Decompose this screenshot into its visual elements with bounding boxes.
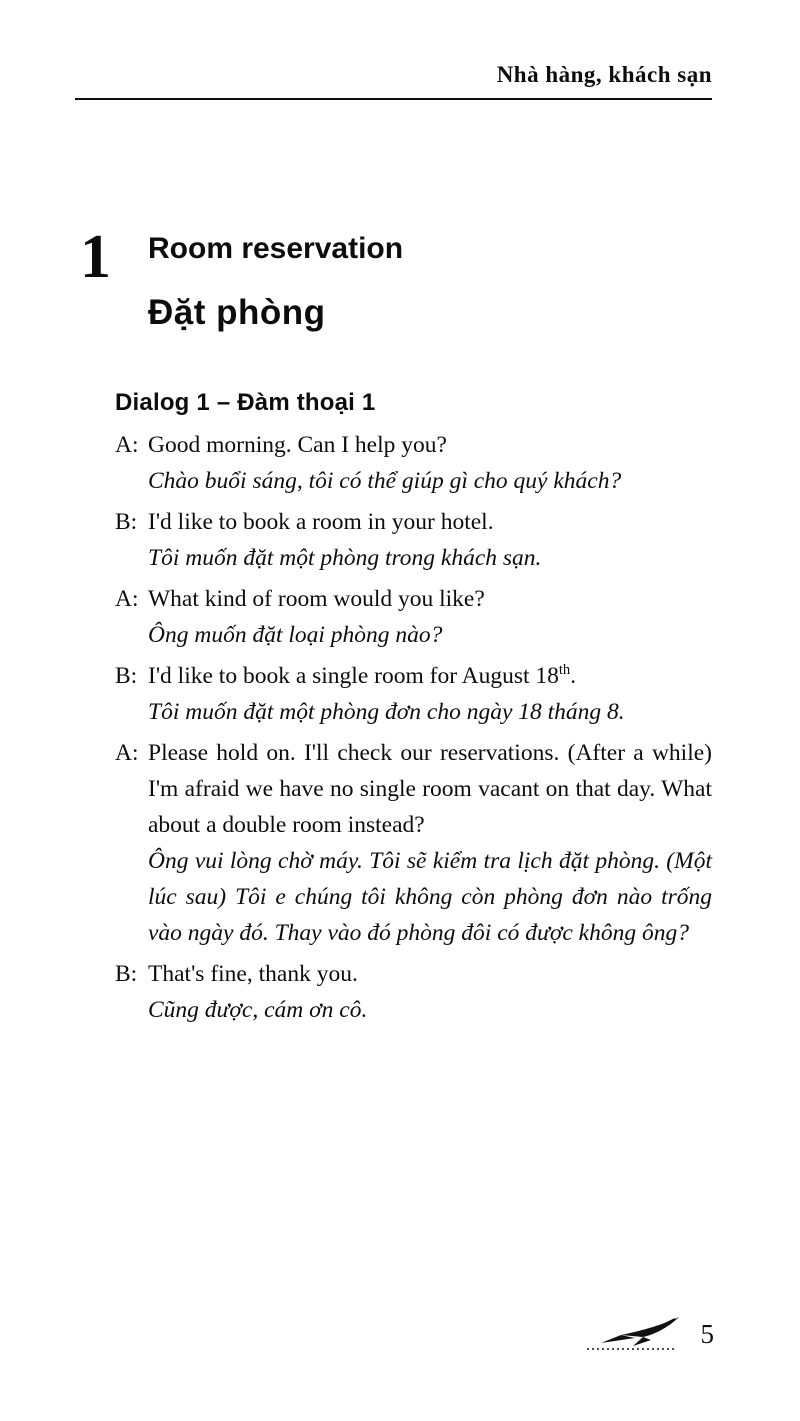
dialog-entry (115, 735, 712, 951)
english-text: I'd like to book a single room for August 18 (148, 663, 559, 689)
dialog-entry (115, 504, 712, 576)
vietnamese-line: Cũng được, cám ơn cô. (148, 997, 368, 1023)
speaker-label: B: (115, 961, 138, 987)
running-header (75, 62, 712, 100)
chapter-number: 1 (80, 223, 111, 291)
english-text: What kind of room would you like? (148, 586, 485, 612)
english-text: Good morning. Can I help you? (148, 432, 447, 458)
english-line (115, 581, 712, 617)
english-text: That's fine, thank you. (148, 961, 358, 987)
english-text-end: . (570, 663, 577, 689)
english-line (115, 735, 712, 843)
speaker-label: A: (115, 432, 139, 458)
english-line (115, 504, 712, 540)
speaker-label: A: (115, 740, 139, 766)
dialog-entry (115, 658, 712, 730)
chapter-title: Room reservation (148, 232, 404, 265)
chapter-titles (148, 228, 403, 333)
english-line (115, 956, 712, 992)
english-line (115, 658, 712, 694)
english-line (115, 427, 712, 463)
page-number: 5 (700, 1318, 714, 1349)
ordinal-superscript: th (558, 662, 571, 679)
dialog-entry (115, 581, 712, 653)
english-text: Please hold on. I'll check our reservations. (After a while) I'm afraid we have no single room vacant on that day. What about a double room instead? (148, 740, 712, 838)
page-footer (581, 1314, 715, 1354)
speaker-label: B: (115, 663, 138, 689)
page-content (80, 223, 712, 1028)
paper-plane-flourish-icon (581, 1314, 685, 1354)
english-text: I'd like to book a room in your hotel. (148, 509, 494, 535)
speaker-label: B: (115, 509, 138, 535)
dialog-heading: Dialog 1 – Đàm thoại 1 (115, 389, 376, 416)
vietnamese-line: Tôi muốn đặt một phòng đơn cho ngày 18 tháng 8. (148, 699, 625, 725)
vietnamese-line: Tôi muốn đặt một phòng trong khách sạn. (148, 545, 542, 571)
chapter-heading (80, 223, 712, 333)
chapter-subtitle: Đặt phòng (148, 293, 326, 332)
running-header-title: Nhà hàng, khách sạn (496, 62, 712, 87)
dialog-entry (115, 956, 712, 1028)
vietnamese-line: Chào buổi sáng, tôi có thể giúp gì cho quý khách? (148, 468, 622, 494)
dialog-entry (115, 427, 712, 499)
vietnamese-line: Ông vui lòng chờ máy. Tôi sẽ kiểm tra lịch đặt phòng. (Một lúc sau) Tôi e chúng tôi không còn phòng đơn nào trống vào ngày đó. Thay vào đó phòng đôi có được không ông? (148, 848, 712, 946)
vietnamese-line: Ông muốn đặt loại phòng nào? (148, 622, 443, 648)
speaker-label: A: (115, 586, 139, 612)
